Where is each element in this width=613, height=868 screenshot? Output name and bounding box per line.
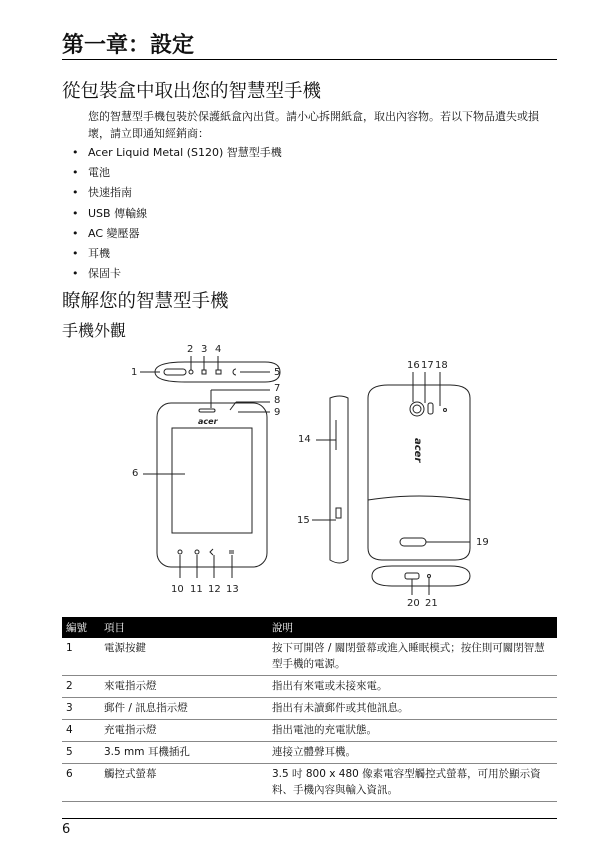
callout-10: 10 bbox=[171, 584, 184, 595]
callout-2: 2 bbox=[187, 344, 194, 355]
cell-item: 來電指示燈 bbox=[100, 676, 268, 698]
brand-logo-front: acer bbox=[198, 417, 218, 426]
callout-15: 15 bbox=[297, 515, 310, 526]
callout-21: 21 bbox=[425, 598, 438, 609]
header-item: 項目 bbox=[100, 617, 268, 638]
section-heading-unpack: 從包裝盒中取出您的智慧型手機 bbox=[62, 81, 322, 102]
list-item: • 耳機 bbox=[66, 244, 282, 264]
table-row bbox=[62, 638, 557, 676]
cell-no: 5 bbox=[62, 742, 100, 764]
cell-item: 觸控式螢幕 bbox=[100, 764, 268, 802]
callout-18: 18 bbox=[435, 360, 448, 371]
table-row bbox=[62, 676, 557, 698]
list-item: • USB 傳輸線 bbox=[66, 204, 282, 224]
brand-logo-back: acer bbox=[412, 438, 423, 463]
callout-11: 11 bbox=[190, 584, 203, 595]
callout-5: 5 bbox=[274, 367, 281, 378]
cell-desc: 指出有未讀郵件或其他訊息。 bbox=[268, 698, 557, 720]
callout-12: 12 bbox=[208, 584, 221, 595]
callout-3: 3 bbox=[201, 344, 208, 355]
usb-port bbox=[405, 573, 419, 579]
cell-desc: 指出有來電或未接來電。 bbox=[268, 676, 557, 698]
flash bbox=[428, 403, 433, 414]
cell-desc: 指出電池的充電狀態。 bbox=[268, 720, 557, 742]
cell-no: 1 bbox=[62, 638, 100, 676]
table-row bbox=[62, 698, 557, 720]
phone-bottom-edge bbox=[372, 566, 470, 586]
power-button bbox=[164, 369, 186, 375]
call-indicator bbox=[189, 370, 193, 374]
mail-indicator bbox=[202, 370, 206, 374]
list-item: • 保固卡 bbox=[66, 264, 282, 284]
callout-6: 6 bbox=[132, 468, 139, 479]
cell-no: 3 bbox=[62, 698, 100, 720]
header-no: 編號 bbox=[62, 617, 100, 638]
callout-9: 9 bbox=[274, 407, 281, 418]
earpiece bbox=[199, 409, 215, 412]
cell-no: 4 bbox=[62, 720, 100, 742]
callout-17: 17 bbox=[421, 360, 434, 371]
table-row bbox=[62, 742, 557, 764]
cell-desc: 3.5 吋 800 x 480 像素電容型觸控式螢幕，可用於顯示資料、手機內容與輸入資訊。 bbox=[268, 764, 557, 802]
cell-item: 3.5 mm 耳機插孔 bbox=[100, 742, 268, 764]
table-header-row bbox=[62, 617, 557, 638]
list-item: • AC 變壓器 bbox=[66, 224, 282, 244]
table-row bbox=[62, 764, 557, 802]
callout-19: 19 bbox=[476, 537, 489, 548]
headset-jack bbox=[233, 369, 236, 375]
callout-8: 8 bbox=[274, 395, 281, 406]
list-item: • 電池 bbox=[66, 163, 282, 183]
callout-20: 20 bbox=[407, 598, 420, 609]
page-number: 6 bbox=[62, 822, 71, 837]
phone-back-body bbox=[368, 385, 470, 560]
list-item: • 快速指南 bbox=[66, 183, 282, 203]
phone-side bbox=[330, 396, 348, 563]
callout-7: 7 bbox=[274, 383, 281, 394]
list-item: • Acer Liquid Metal (S120) 智慧型手機 bbox=[66, 143, 282, 163]
speaker-grille bbox=[400, 538, 426, 546]
touchscreen bbox=[172, 428, 252, 533]
table-row bbox=[62, 720, 557, 742]
side-slot bbox=[336, 508, 341, 518]
chapter-title: 第一章：設定 bbox=[62, 33, 195, 58]
footer-rule bbox=[62, 818, 557, 819]
intro-paragraph: 您的智慧型手機包裝於保護紙盒內出貨。請小心拆開紙盒，取出內容物。若以下物品遺失或損壞，請立即通知經銷商： bbox=[88, 110, 539, 140]
cell-desc: 連接立體聲耳機。 bbox=[268, 742, 557, 764]
callout-16: 16 bbox=[407, 360, 420, 371]
cell-item: 電源按鍵 bbox=[100, 638, 268, 676]
callout-1: 1 bbox=[131, 367, 138, 378]
cell-item: 郵件 / 訊息指示燈 bbox=[100, 698, 268, 720]
header-desc: 說明 bbox=[268, 617, 557, 638]
subheading-appearance: 手機外觀 bbox=[62, 321, 127, 340]
parts-table bbox=[62, 617, 557, 802]
cell-no: 2 bbox=[62, 676, 100, 698]
charge-indicator bbox=[216, 370, 221, 374]
callout-13: 13 bbox=[226, 584, 239, 595]
callout-4: 4 bbox=[215, 344, 222, 355]
cell-no: 6 bbox=[62, 764, 100, 802]
section-heading-know: 瞭解您的智慧型手機 bbox=[62, 291, 229, 312]
cell-desc: 按下可開啓 / 關閉螢幕或進入睡眠模式；按住則可關閉智慧型手機的電源。 bbox=[268, 638, 557, 676]
callout-14: 14 bbox=[298, 434, 311, 445]
camera-lens bbox=[410, 402, 424, 416]
cell-item: 充電指示燈 bbox=[100, 720, 268, 742]
